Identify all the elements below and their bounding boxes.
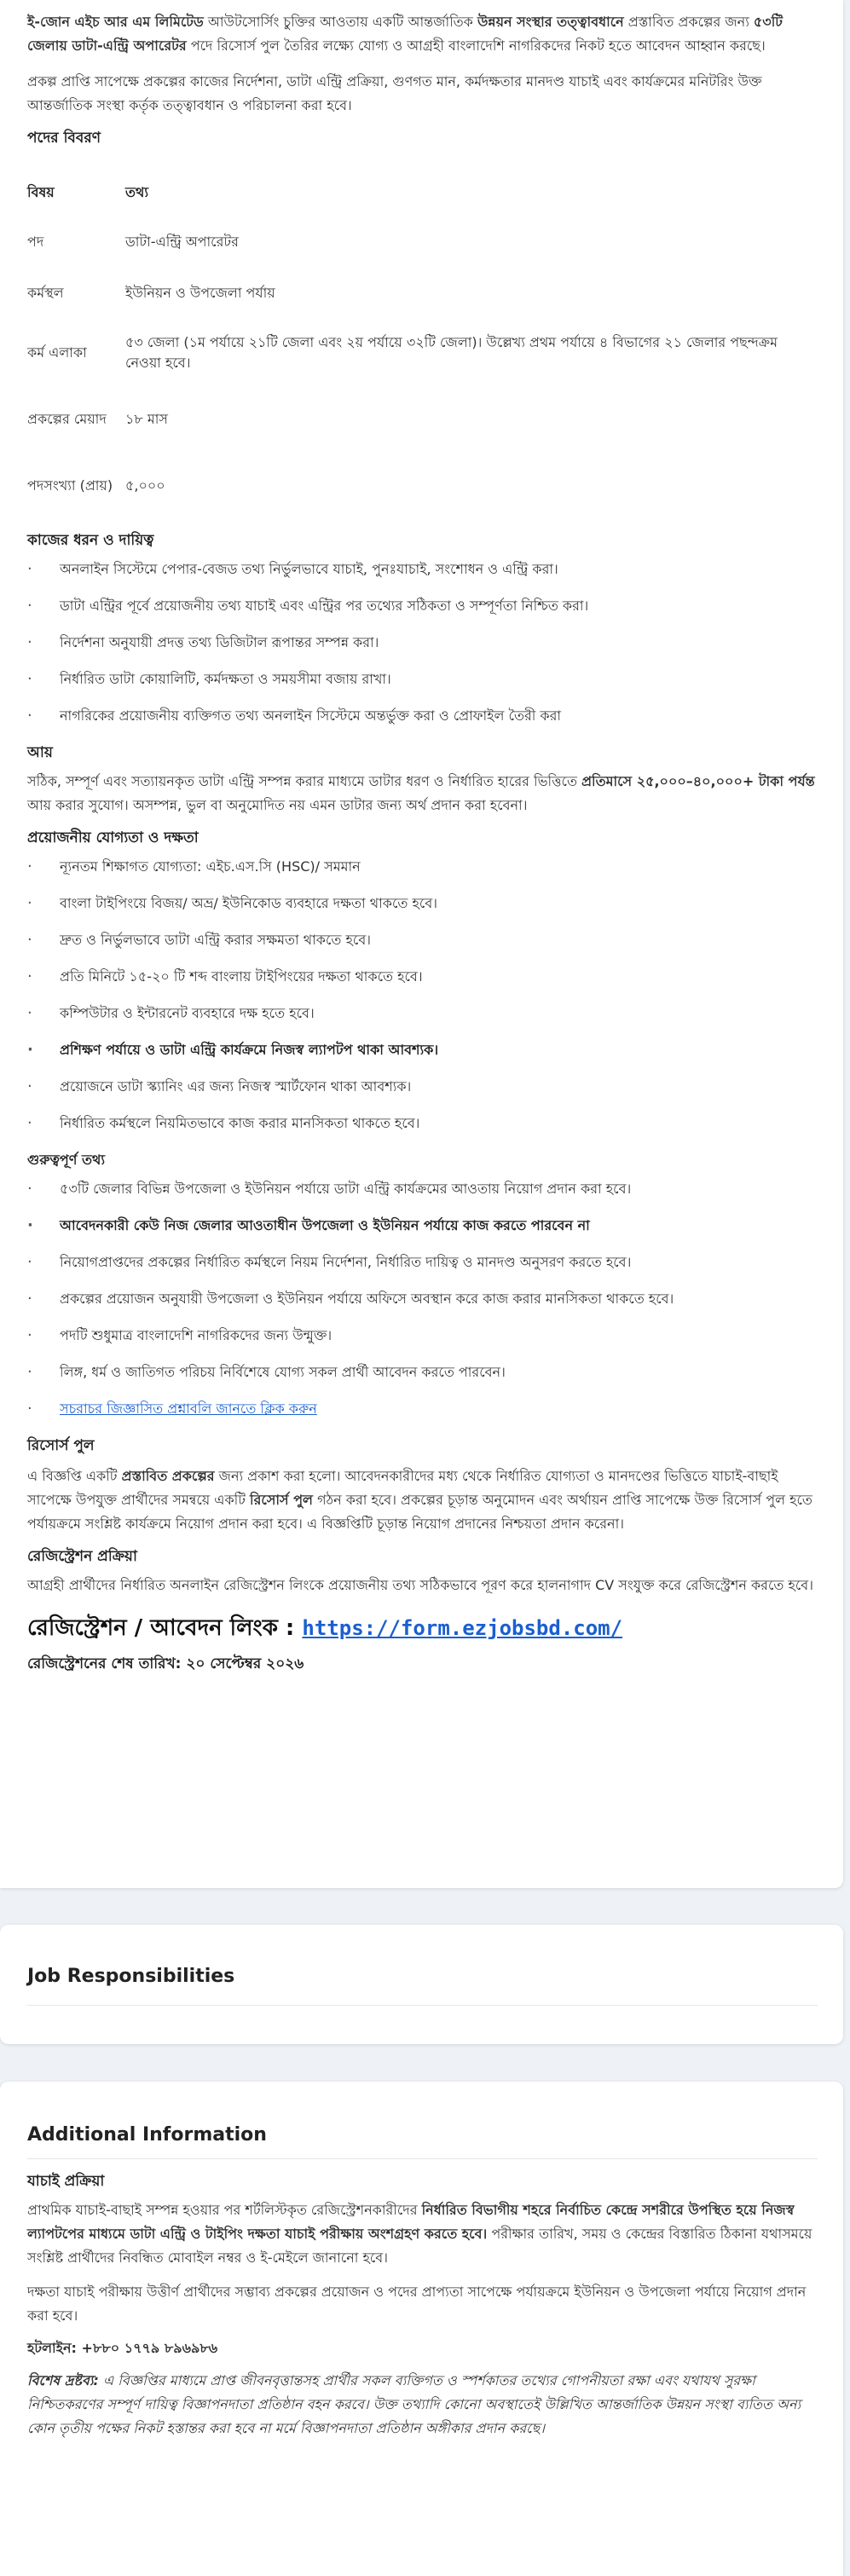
col-subject-header: বিষয়	[27, 184, 55, 200]
screening-heading: যাচাই প্রক্রিয়া	[27, 2173, 105, 2190]
list-item	[27, 1397, 818, 1421]
row-key: প্রকল্পের মেয়াদ	[27, 411, 107, 427]
additional-info-card	[0, 2082, 843, 2576]
resource-pool-paragraph: এ বিজ্ঞপ্তি একটি প্রস্তাবিত প্রকল্পের জন্য প্রকাশ করা হলো। আবেদনকারীদের মধ্য থেকে নির্ধারিত যোগ্যতা ও মানদণ্ডের ভিত্তিতে যাচাই-বাছাই সাপেক্ষে উপযুক্ত প্রার্থীদের সমন্বয়ে একটি রিসোর্স পুল গঠন করা হবে। প্রকল্পের চূড়ান্ত অনুমোদন এবং অর্থায়ন প্রাপ্তি সাপেক্ষে উক্ত রিসোর্স পুল হতে পর্যায়ক্রমে সংশ্লিষ্ট কার্যক্রমে নিয়োগ প্রদান করা হবে। এ বিজ্ঞপ্তিটি চূড়ান্ত নিয়োগ প্রদানের নিশ্চয়তা প্রদান করেনা।	[27, 1468, 812, 1532]
resource-pool-heading: রিসোর্স পুল	[27, 1437, 95, 1454]
income-paragraph: সঠিক, সম্পূর্ণ এবং সত্যায়নকৃত ডাটা এন্ট্রি সম্পন্ন করার মাধ্যমে ডাটার ধরণ ও নির্ধারিত হারের ভিত্তিতে প্রতিমাসে ২৫,০০০–৪০,০০০+ টাকা পর্যন্ত আয় করার সুযোগ। অসম্পন্ন, ভুল বা অনুমোদিত নয় এমন ডাটার জন্য অর্থ প্রদান করা হবেনা।	[27, 773, 815, 813]
list-item: · ৫৩টি জেলার বিভিন্ন উপজেলা ও ইউনিয়ন পর্যায়ে ডাটা এন্ট্রি কার্যক্রমের আওতায় নিয়োগ প্রদান করা হবে।	[27, 1177, 818, 1201]
faq-link[interactable]: সচরাচর জিজ্ঞাসিত প্রশ্নাবলি জানতে ক্লিক করুন	[60, 1401, 317, 1417]
list-item: · বাংলা টাইপিংয়ে বিজয়/ অভ্র/ ইউনিকোড ব্যবহারে দক্ষতা থাকতে হবে।	[27, 892, 818, 915]
hotline-row	[27, 2336, 818, 2360]
list-item: · ডাটা এন্ট্রির পূর্বে প্রয়োজনীয় তথ্য যাচাই এবং এন্ট্রির পর তথ্যের সঠিকতা ও সম্পূর্ণতা নিশ্চিত করা।	[27, 594, 818, 618]
list-item: · আবেদনকারী কেউ নিজ জেলার আওতাধীন উপজেলা ও ইউনিয়ন পর্যায়ে কাজ করতে পারবেন না	[27, 1214, 818, 1238]
registration-link[interactable]: https://form.ezjobsbd.com/	[302, 1616, 623, 1640]
registration-link-row	[27, 1613, 818, 1643]
registration-paragraph: আগ্রহী প্রার্থীদের নির্ধারিত অনলাইন রেজিস্ট্রেশন লিংকে প্রয়োজনীয় তথ্য সঠিকভাবে পূরণ করে হালনাগাদ CV সংযুক্ত করে রেজিস্ট্রেশন করতে হবে।	[27, 1577, 813, 1593]
row-key: কর্মস্থল	[27, 285, 64, 301]
income-heading: আয়	[27, 744, 53, 761]
row-value: ৫,০০০	[125, 477, 165, 494]
row-value: ১৮ মাস	[125, 411, 168, 427]
table-row	[27, 319, 812, 387]
list-item: · ন্যূনতম শিক্ষাগত যোগ্যতা: এইচ.এস.সি (HSC)/ সমমান	[27, 855, 818, 879]
registration-heading: রেজিস্ট্রেশন প্রক্রিয়া	[27, 1548, 137, 1565]
job-responsibilities-title: Job Responsibilities	[27, 1966, 235, 1987]
list-item: · কম্পিউটার ও ইন্টারনেট ব্যবহারে দক্ষ হতে হবে।	[27, 1002, 818, 1025]
row-value: ৫৩ জেলা (১ম পর্যায়ে ২১টি জেলা এবং ২য় পর্যায়ে ৩২টি জেলা)। উল্লেখ্য প্রথম পর্যায়ে ৪ বিভাগের ২১ জেলার পছন্দক্রম নেওয়া হবে।	[125, 334, 778, 371]
row-value: ইউনিয়ন ও উপজেলা পর্যায়	[125, 285, 275, 301]
table-row	[27, 217, 812, 268]
intro-paragraph: ই-জোন এইচ আর এম লিমিটেড আউটসোর্সিং চুক্তির আওতায় একটি আন্তর্জাতিক উন্নয়ন সংস্থার তত্ত্বাবধানে প্রস্তাবিত প্রকল্পের জন্য ৫৩টি জেলায় ডাটা-এন্ট্রি অপারেটর পদে রিসোর্স পুল তৈরির লক্ষ্যে যোগ্য ও আগ্রহী বাংলাদেশি নাগরিকদের নিকট হতে আবেদন আহ্বান করছে।	[27, 14, 784, 54]
row-value: ডাটা-এন্ট্রি অপারেটর	[125, 234, 239, 250]
hotline-number[interactable]: +৮৮০ ১৭৭৯ ৮৯৬৯৮৬	[81, 2340, 218, 2356]
list-item: · লিঙ্গ, ধর্ম ও জাতিগত পরিচয় নির্বিশেষে যোগ্য সকল প্রার্থী আবেদন করতে পারবেন।	[27, 1360, 818, 1384]
post-details-table	[27, 169, 812, 520]
duties-heading: কাজের ধরন ও দায়িত্ব	[27, 532, 154, 549]
qualifications-heading: প্রয়োজনীয় যোগ্যতা ও দক্ষতা	[27, 829, 199, 846]
table-row	[27, 387, 812, 452]
list-item: · দ্রুত ও নির্ভুলভাবে ডাটা এন্ট্রি করার সক্ষমতা থাকতে হবে।	[27, 928, 818, 952]
row-key: পদ	[27, 234, 44, 250]
list-item: · নিয়োগপ্রাপ্তদের প্রকল্পের নির্ধারিত কর্মস্থলে নিয়ম নির্দেশনা, নির্ধারিত দায়িত্ব ও মানদণ্ড অনুসরণ করতে হবে।	[27, 1250, 818, 1274]
row-key: কর্ম এলাকা	[27, 344, 87, 361]
table-row	[27, 268, 812, 319]
list-item: · নির্দেশনা অনুযায়ী প্রদত্ত তথ্য ডিজিটাল রূপান্তর সম্পন্ন করা।	[27, 631, 818, 655]
col-info-header: তথ্য	[125, 184, 149, 200]
list-item: · নির্ধারিত কর্মস্থলে নিয়মিতভাবে কাজ করার মানসিকতা থাকতে হবে।	[27, 1112, 818, 1135]
list-item: · প্রশিক্ষণ পর্যায়ে ও ডাটা এন্ট্রি কার্যক্রমে নিজস্ব ল্যাপটপ থাকা আবশ্যক।	[27, 1038, 818, 1062]
additional-info-title: Additional Information	[27, 2124, 267, 2146]
important-list	[27, 1177, 818, 1421]
post-details-heading: পদের বিবরণ	[27, 130, 101, 147]
screening-paragraph-2: দক্ষতা যাচাই পরীক্ষায় উত্তীর্ণ প্রার্থীদের সম্ভাব্য প্রকল্পের প্রয়োজন ও পদের প্রাপ্যতা সাপেক্ষে পর্যায়ক্রমে ইউনিয়ন ও উপজেলা পর্যায়ে নিয়োগ প্রদান করা হবে।	[27, 2284, 807, 2324]
divider	[27, 2005, 818, 2006]
list-item: · নাগরিকের প্রয়োজনীয় ব্যক্তিগত তথ্য অনলাইন সিস্টেমে অন্তর্ভুক্ত করা ও প্রোফাইল তৈরী করা	[27, 704, 818, 728]
table-header-row	[27, 169, 812, 217]
screening-paragraph: প্রাথমিক যাচাই-বাছাই সম্পন্ন হওয়ার পর শর্টলিস্টকৃত রেজিস্ট্রেশনকারীদের নির্ধারিত বিভাগীয় শহরে নির্বাচিত কেন্দ্রে সশরীরে উপস্থিত হয়ে নিজস্ব ল্যাপটপের মাধ্যমে ডাটা এন্ট্রি ও টাইপিং দক্ষতা যাচাই পরীক্ষায় অংশগ্রহণ করতে হবে। পরীক্ষার তারিখ, সময় ও কেন্দ্রের বিস্তারিত ঠিকানা যথাসময়ে সংশ্লিষ্ট প্রার্থীদের নিবন্ধিত মোবাইল নম্বর ও ই-মেইলে জানানো হবে।	[27, 2202, 812, 2266]
registration-link-label: রেজিস্ট্রেশন / আবেদন লিংক :	[27, 1615, 295, 1641]
list-item: · প্রকল্পের প্রয়োজন অনুযায়ী উপজেলা ও ইউনিয়ন পর্যায়ে অফিসে অবস্থান করে কাজ করার মানসিকতা থাকতে হবে।	[27, 1287, 818, 1311]
list-item: · পদটি শুধুমাত্র বাংলাদেশি নাগরিকদের জন্য উন্মুক্ত।	[27, 1324, 818, 1348]
list-item: · প্রয়োজনে ডাটা স্ক্যানিং এর জন্য নিজস্ব স্মার্টফোন থাকা আবশ্যক।	[27, 1075, 818, 1099]
intro-paragraph-2: প্রকল্প প্রাপ্তি সাপেক্ষে প্রকল্পের কাজের নির্দেশনা, ডাটা এন্ট্রি প্রক্রিয়া, গুণগত মান, কর্মদক্ষতার মানদণ্ড যাচাই এবং কার্যক্রমের মনিটরিং উক্ত আন্তর্জাতিক সংস্থা কর্তৃক তত্ত্বাবধান ও পরিচালনা করা হবে।	[27, 73, 762, 113]
qualifications-list	[27, 855, 818, 1135]
important-heading: গুরুত্বপূর্ণ তথ্য	[27, 1152, 105, 1168]
list-item: · অনলাইন সিস্টেমে পেপার-বেজড তথ্য নির্ভুলভাবে যাচাই, পুনঃযাচাই, সংশোধন ও এন্ট্রি করা।	[27, 557, 818, 581]
duties-list	[27, 557, 818, 728]
job-responsibilities-card	[0, 1925, 843, 2044]
row-key: পদসংখ্যা (প্রায়)	[27, 477, 113, 494]
special-note-label: বিশেষ দ্রষ্টব্য:	[27, 2372, 99, 2388]
hotline-label: হটলাইন:	[27, 2340, 77, 2356]
registration-deadline: রেজিস্ট্রেশনের শেষ তারিখ: ২০ সেপ্টেম্বর ২০২৬	[27, 1655, 304, 1672]
divider	[27, 2158, 818, 2159]
list-item: · নির্ধারিত ডাটা কোয়ালিটি, কর্মদক্ষতা ও সময়সীমা বজায় রাখা।	[27, 667, 818, 691]
table-row	[27, 452, 812, 520]
list-item: · প্রতি মিনিটে ১৫-২০ টি শব্দ বাংলায় টাইপিংয়ের দক্ষতা থাকতে হবে।	[27, 965, 818, 989]
special-note: বিশেষ দ্রষ্টব্য: এ বিজ্ঞপ্তির মাধ্যমে প্রাপ্ত জীবনবৃত্তান্তসহ প্রার্থীর সকল ব্যক্তিগত ও স্পর্শকাতর তথ্যের গোপনীয়তা রক্ষা এবং যথাযথ সুরক্ষা নিশ্চিতকরণের সম্পূর্ণ দায়িত্ব বিজ্ঞাপনদাতা প্রতিষ্ঠান বহন করবে। উক্ত তথ্যাদি কোনো অবস্থাতেই উল্লিখিত আন্তর্জাতিক উন্নয়ন সংস্থা ব্যতিত অন্য কোন তৃতীয় পক্ষের নিকট হস্তান্তর করা হবে না মর্মে বিজ্ঞাপনদাতা প্রতিষ্ঠান অঙ্গীকার প্রদান করছে।	[27, 2372, 801, 2436]
